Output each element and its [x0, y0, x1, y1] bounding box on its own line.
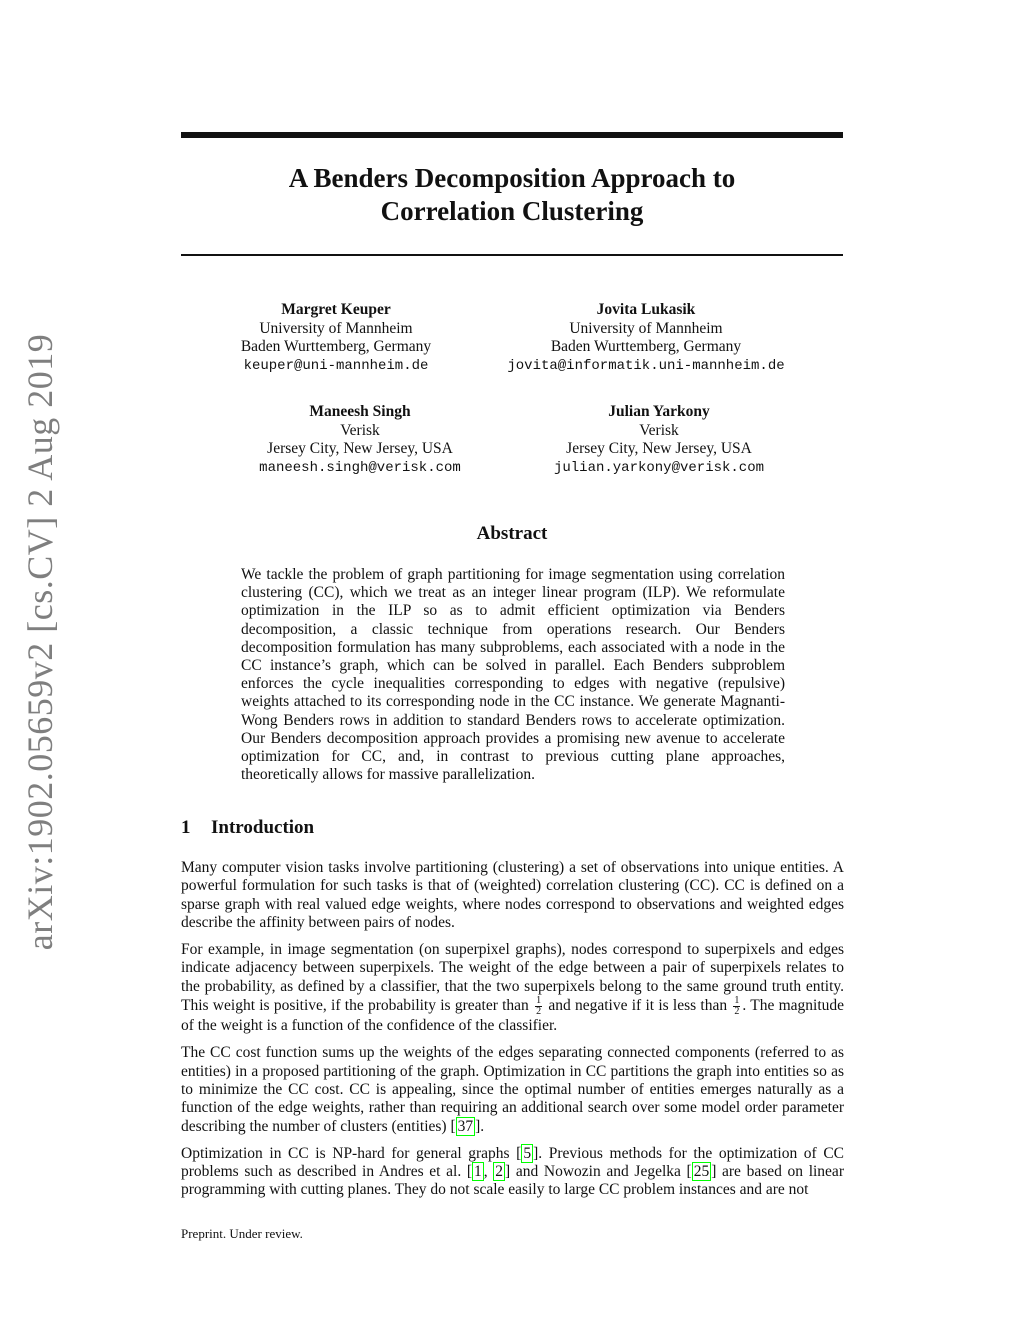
title-bottom-rule [181, 254, 843, 256]
author-name: Julian Yarkony [608, 403, 710, 420]
author-name: Margret Keuper [281, 301, 391, 318]
text-run: . The magnitude of the weight is a function of the confidence of the classifier. [181, 997, 845, 1035]
author-affiliation: University of Mannheim [259, 319, 413, 337]
author-location: Baden Wurttemberg, Germany [550, 338, 742, 356]
author-block [476, 301, 816, 375]
author-affiliation: Verisk [340, 421, 380, 439]
text-run: ]. [475, 1117, 485, 1135]
text-run: ]. Previous methods for the optimization of CC problems such as described in Andres et al. [ [181, 1144, 844, 1181]
title-line-2: Correlation Clustering [380, 196, 644, 226]
author-location: Baden Wurttemberg, Germany [240, 338, 432, 356]
author-block [166, 301, 506, 375]
text-run: Optimization in CC is NP-hard for general graphs [ [181, 1144, 522, 1162]
arxiv-stamp: arXiv:1902.05659v2 [cs.CV] 2 Aug 2019 [20, 333, 60, 951]
author-email[interactable]: maneesh.singh@verisk.com [259, 459, 461, 476]
text-run: and negative if it is less than [548, 997, 728, 1015]
fraction [733, 996, 740, 1017]
author-name: Jovita Lukasik [596, 301, 696, 318]
text-run: ] and Nowozin and Jegelka [ [505, 1163, 692, 1181]
text-run: ] are based on linear programming with cutting planes. They do not scale easily to large CC problem instances and are not [181, 1163, 844, 1199]
section-number: 1 [181, 817, 191, 838]
author-block [190, 403, 530, 477]
citation-link[interactable]: 1 [474, 1163, 482, 1181]
text-run: , [483, 1163, 494, 1181]
abstract-heading: Abstract [476, 523, 548, 544]
abstract-text: We tackle the problem of graph partitioning for image segmentation using correlation clustering (CC), which we treat as an integer linear program (ILP). We reformulate optimization in the ILP so as to admit efficient optimization via Benders decomposition, a classic technique from operations research. Our Benders decomposition formulation has many subproblems, each associated with a node in the CC instance’s graph, which can be solved in parallel. Each Benders subproblem enforces the cycle inequalities corresponding to edges with negative (repulsive) weights attached to its corresponding node in the CC instance. We generate Magnanti-Wong Benders rows in addition to standard Benders rows to accelerate optimization. Our Benders decomposition approach provides a promising new avenue to accelerate optimization for CC, and, in contrast to previous cutting plane approaches, theoretically allows for massive parallelization. [241, 566, 785, 784]
title-line-1: A Benders Decomposition Approach to [288, 163, 736, 193]
fraction [535, 996, 542, 1017]
author-email[interactable]: julian.yarkony@verisk.com [553, 459, 765, 476]
citation-link[interactable]: 5 [523, 1144, 532, 1162]
author-affiliation: University of Mannheim [569, 319, 723, 337]
paragraph [181, 1044, 844, 1135]
author-block [489, 403, 829, 477]
footer-note: Preprint. Under review. [181, 1226, 303, 1241]
citation-link[interactable]: 37 [457, 1117, 474, 1135]
section-heading [181, 817, 314, 839]
author-location: Jersey City, New Jersey, USA [267, 440, 453, 458]
paper-title [181, 162, 843, 228]
paragraph: Many computer vision tasks involve partitioning (clustering) a set of observations into unique entities. A powerful formulation for such tasks is that of (weighted) correlation clustering (CC). CC is defined on a sparse graph with real valued edge weights, where nodes correspond to observations and weighted edges describe the affinity between pairs of nodes. [181, 859, 844, 931]
body-text [181, 859, 844, 1209]
title-top-rule [181, 132, 843, 138]
fraction-denominator: 2 [536, 1006, 542, 1018]
author-location: Jersey City, New Jersey, USA [566, 440, 752, 458]
text-run: The CC cost function sums up the weights of the edges separating connected components (referred to as entities) in a proposed partitioning of the graph. Optimization in CC partitions the graph into entities so as to minimize the CC cost. CC is appealing, since the optimal number of entities emerges naturally as a function of the edge weights, rather than requiring an additional search over some model order parameter describing the number of clusters (entities) [ [181, 1044, 844, 1135]
author-email[interactable]: keuper@uni-mannheim.de [243, 357, 429, 374]
paragraph [181, 941, 844, 1035]
author-email[interactable]: jovita@informatik.uni-mannheim.de [507, 357, 785, 374]
fraction-numerator: 1 [734, 995, 740, 1007]
author-affiliation: Verisk [639, 421, 679, 439]
paragraph [181, 1145, 844, 1200]
author-name: Maneesh Singh [309, 403, 411, 420]
citation-link[interactable]: 25 [693, 1163, 710, 1181]
section-title: Introduction [211, 817, 315, 838]
fraction-denominator: 2 [734, 1006, 740, 1018]
citation-link[interactable]: 2 [495, 1163, 504, 1181]
text-run: For example, in image segmentation (on superpixel graphs), nodes correspond to superpixels and edges indicate adjacency between superpixels. The weight of the edge between a pair of superpixels relates to the probability, as defined by a classifier, that the two superpixels belong to the same ground truth entity. This weight is positive, if the probability is greater than [181, 941, 844, 1015]
fraction-numerator: 1 [536, 995, 542, 1007]
